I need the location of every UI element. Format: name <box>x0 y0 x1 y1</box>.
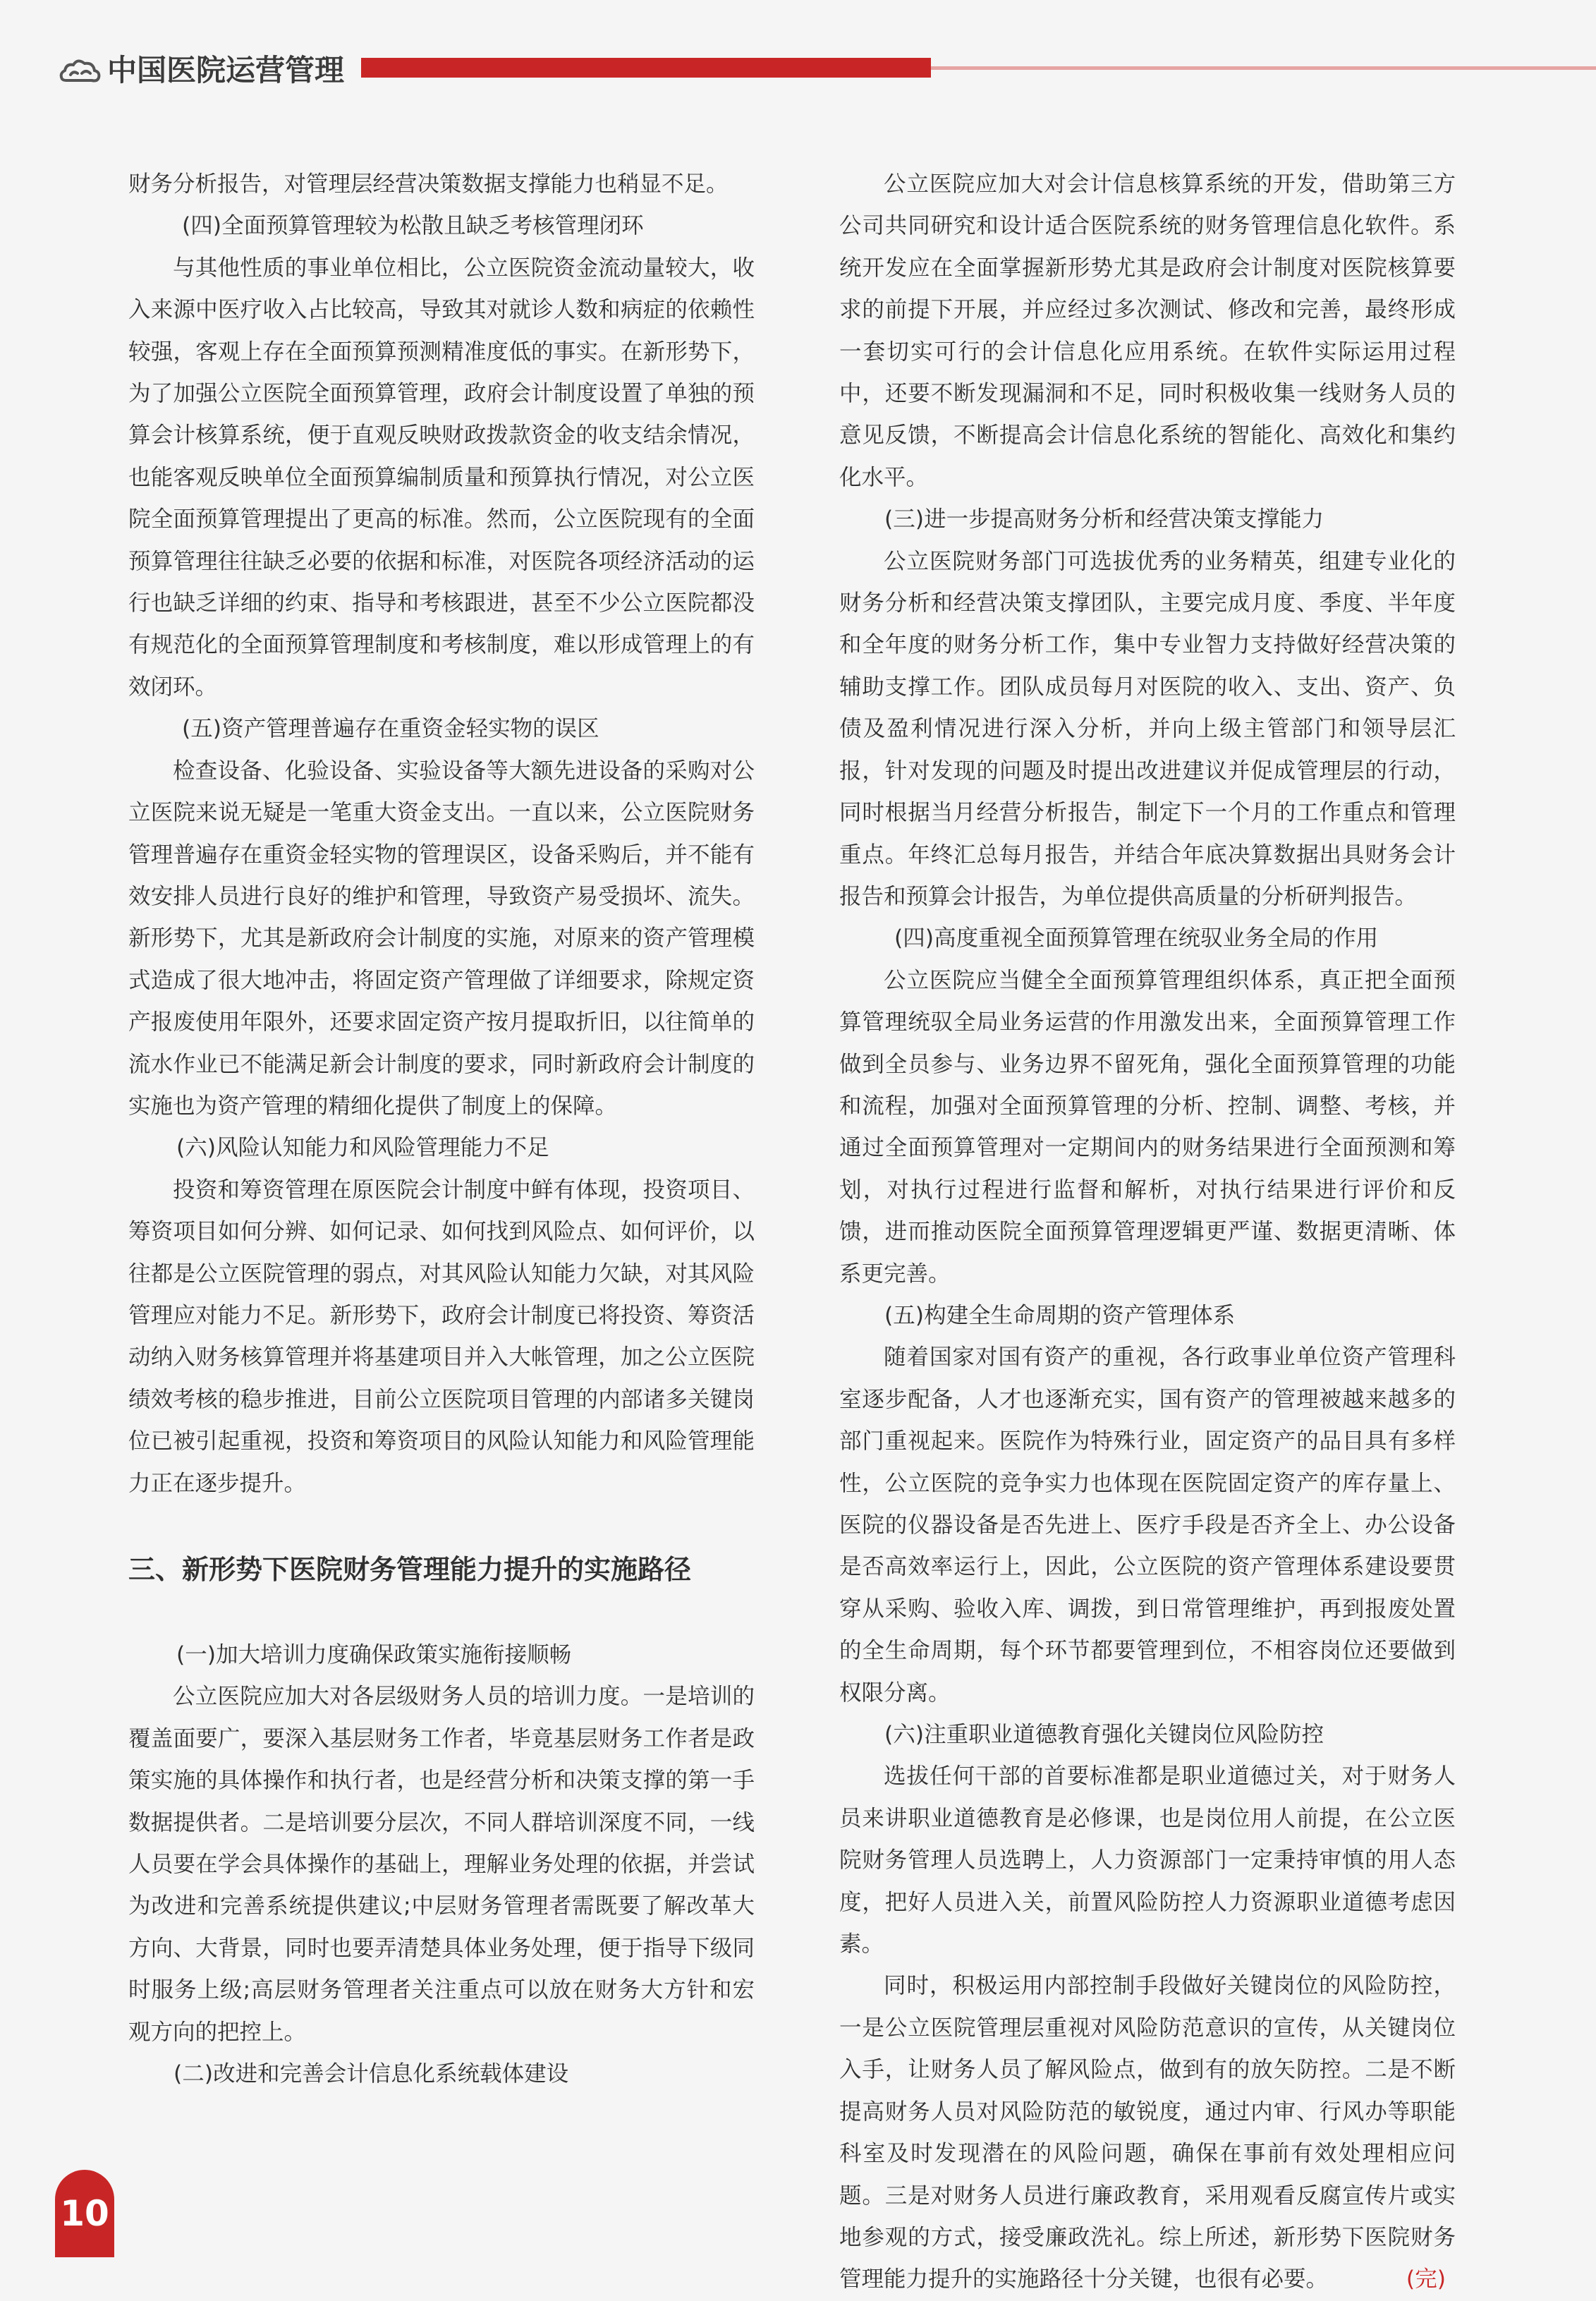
header-accent-bar <box>361 58 931 78</box>
subheading: (五)资产管理普遍存在重资金轻实物的误区 <box>182 716 599 742</box>
cloud-pattern-icon <box>58 55 102 86</box>
right-column <box>839 164 1456 2301</box>
paragraph: 公立医院应当健全全面预算管理组织体系，真正把全面预算管理统驭全局业务运营的作用激发出来，全面预算管理工作做到全员参与、业务边界不留死角，强化全面预算管理的功能和流程，加强对全面预算管理的分析、控制、调整、考核，并通过全面预算管理对一定期间内的财务结果进行全面预测和筹划，对执行过程进行监督和解析，对执行结果进行评价和反馈，进而推动医院全面预算管理逻辑更严谨、数据更清晰、体系更完善。 <box>839 967 1456 1287</box>
section-title: 三、新形势下医院财务管理能力提升的实施路径 <box>128 1554 692 1585</box>
paragraph: 与其他性质的事业单位相比，公立医院资金流动量较大，收入来源中医疗收入占比较高，导致其对就诊人数和病症的依赖性较强，客观上存在全面预算预测精准度低的事实。在新形势下，为了加强公立医院全面预算管理，政府会计制度设置了单独的预算会计核算系统，便于直观反映财政拨款资金的收支结余情况，也能客观反映单位全面预算编制质量和预算执行情况，对公立医院全面预算管理提出了更高的标准。然而，公立医院现有的全面预算管理往往缺乏必要的依据和标准，对医院各项经济活动的运行也缺乏详细的约束、指导和考核跟进，甚至不少公立医院都没有规范化的全面预算管理制度和考核制度，难以形成管理上的有效闭环。 <box>128 255 755 700</box>
subheading: (五)构建全生命周期的资产管理体系 <box>884 1302 1236 1328</box>
paragraph-with-end-mark <box>839 1965 1456 2300</box>
paragraph: 投资和筹资管理在原医院会计制度中鲜有体现，投资项目、筹资项目如何分辨、如何记录、如何找到风险点、如何评价，以往都是公立医院管理的弱点，对其风险认知能力欠缺，对其风险管理应对能力不足。新形势下，政府会计制度已将投资、筹资活动纳入财务核算管理并将基建项目并入大帐管理，加之公立医院绩效考核的稳步推进，目前公立医院项目管理的内部诸多关键岗位已被引起重视，投资和筹资项目的风险认知能力和风险管理能力正在逐步提升。 <box>128 1177 755 1496</box>
end-mark: (完) <box>1406 2266 1446 2293</box>
subheading: (四)高度重视全面预算管理在统驭业务全局的作用 <box>894 925 1379 952</box>
page-header <box>0 0 1596 141</box>
subheading: (二)改进和完善会计信息化系统载体建设 <box>173 2061 569 2087</box>
paragraph: 随着国家对国有资产的重视，各行政事业单位资产管理科室逐步配备，人才也逐渐充实，国有资产的管理被越来越多的部门重视起来。医院作为特殊行业，固定资产的品目具有多样性，公立医院的竞争实力也体现在医院固定资产的库存量上、医院的仪器设备是否先进上、医疗手段是否齐全上、办公设备是否高效率运行上，因此，公立医院的资产管理体系建设要贯穿从采购、验收入库、调拨，到日常管理维护，再到报废处置的全生命周期，每个环节都要管理到位，不相容岗位还要做到权限分离。 <box>839 1344 1456 1706</box>
subheading: (六)风险认知能力和风险管理能力不足 <box>176 1135 549 1161</box>
paragraph: 检查设备、化验设备、实验设备等大额先进设备的采购对公立医院来说无疑是一笔重大资金支出。一直以来，公立医院财务管理普遍存在重资金轻实物的管理误区，设备采购后，并不能有效安排人员进行良好的维护和管理，导致资产易受损坏、流失。新形势下，尤其是新政府会计制度的实施，对原来的资产管理模式造成了很大地冲击，将固定资产管理做了详细要求，除规定资产报废使用年限外，还要求固定资产按月提取折旧，以往简单的流水作业已不能满足新会计制度的要求，同时新政府会计制度的实施也为资产管理的精细化提供了制度上的保障。 <box>128 758 755 1119</box>
paragraph-text: 同时，积极运用内部控制手段做好关键岗位的风险防控，一是公立医院管理层重视对风险防范意识的宣传，从关键岗位入手，让财务人员了解风险点，做到有的放矢防控。二是不断提高财务人员对风险防范的敏锐度，通过内审、行风办等职能科室及时发现潜在的风险问题，确保在事前有效处理相应问题。三是对财务人员进行廉政教育，采用观看反腐宣传片或实地参观的方式，接受廉政洗礼。综上所述，新形势下医院财务管理能力提升的实施路径十分关键，也很有必要。 <box>839 1973 1456 2293</box>
paragraph: 公立医院应加大对各层级财务人员的培训力度。一是培训的覆盖面要广，要深入基层财务工作者，毕竟基层财务工作者是政策实施的具体操作和执行者，也是经营分析和决策支撑的第一手数据提供者。二是培训要分层次，不同人群培训深度不同，一线人员要在学会具体操作的基础上，理解业务处理的依据，并尝试为改进和完善系统提供建议;中层财务管理者需既要了解改革大方向、大背景，同时也要弄清楚具体业务处理，便于指导下级同时服务上级;高层财务管理者关注重点可以放在财务大方针和宏观方向的把控上。 <box>128 1684 755 2045</box>
paragraph: 财务分析报告，对管理层经营决策数据支撑能力也稍显不足。 <box>128 171 729 197</box>
paragraph: 选拔任何干部的首要标准都是职业道德过关，对于财务人员来讲职业道德教育是必修课，也是岗位用人前提，在公立医院财务管理人员选聘上，人力资源部门一定秉持审慎的用人态度，把好人员进入关，前置风险防控人力资源职业道德考虑因素。 <box>839 1763 1456 1957</box>
page-number-badge: 10 <box>55 2170 114 2257</box>
paragraph: 公立医院应加大对会计信息核算系统的开发，借助第三方公司共同研究和设计适合医院系统的财务管理信息化软件。系统开发应在全面掌握新形势尤其是政府会计制度对医院核算要求的前提下开展，并应经过多次测试、修改和完善，最终形成一套切实可行的会计信息化应用系统。在软件实际运用过程中，还要不断发现漏洞和不足，同时积极收集一线财务人员的意见反馈，不断提高会计信息化系统的智能化、高效化和集约化水平。 <box>839 171 1456 490</box>
subheading: (六)注重职业道德教育强化关键岗位风险防控 <box>884 1722 1324 1748</box>
subheading: (三)进一步提高财务分析和经营决策支撑能力 <box>884 506 1324 533</box>
left-column <box>128 164 755 2095</box>
subheading: (四)全面预算管理较为松散且缺乏考核管理闭环 <box>182 213 644 239</box>
paragraph: 公立医院财务部门可选拔优秀的业务精英，组建专业化的财务分析和经营决策支撑团队，主要完成月度、季度、半年度和全年度的财务分析工作，集中专业智力支持做好经营决策的辅助支撑工作。团队成员每月对医院的收入、支出、资产、负债及盈利情况进行深入分析，并向上级主管部门和领导层汇报，针对发现的问题及时提出改进建议并促成管理层的行动，同时根据当月经营分析报告，制定下一个月的工作重点和管理重点。年终汇总每月报告，并结合年底决算数据出具财务会计报告和预算会计报告，为单位提供高质量的分析研判报告。 <box>839 548 1456 909</box>
subheading: (一)加大培训力度确保政策实施衔接顺畅 <box>176 1642 572 1668</box>
journal-title: 中国医院运营管理 <box>107 53 345 87</box>
header-rule-line <box>931 66 1596 70</box>
